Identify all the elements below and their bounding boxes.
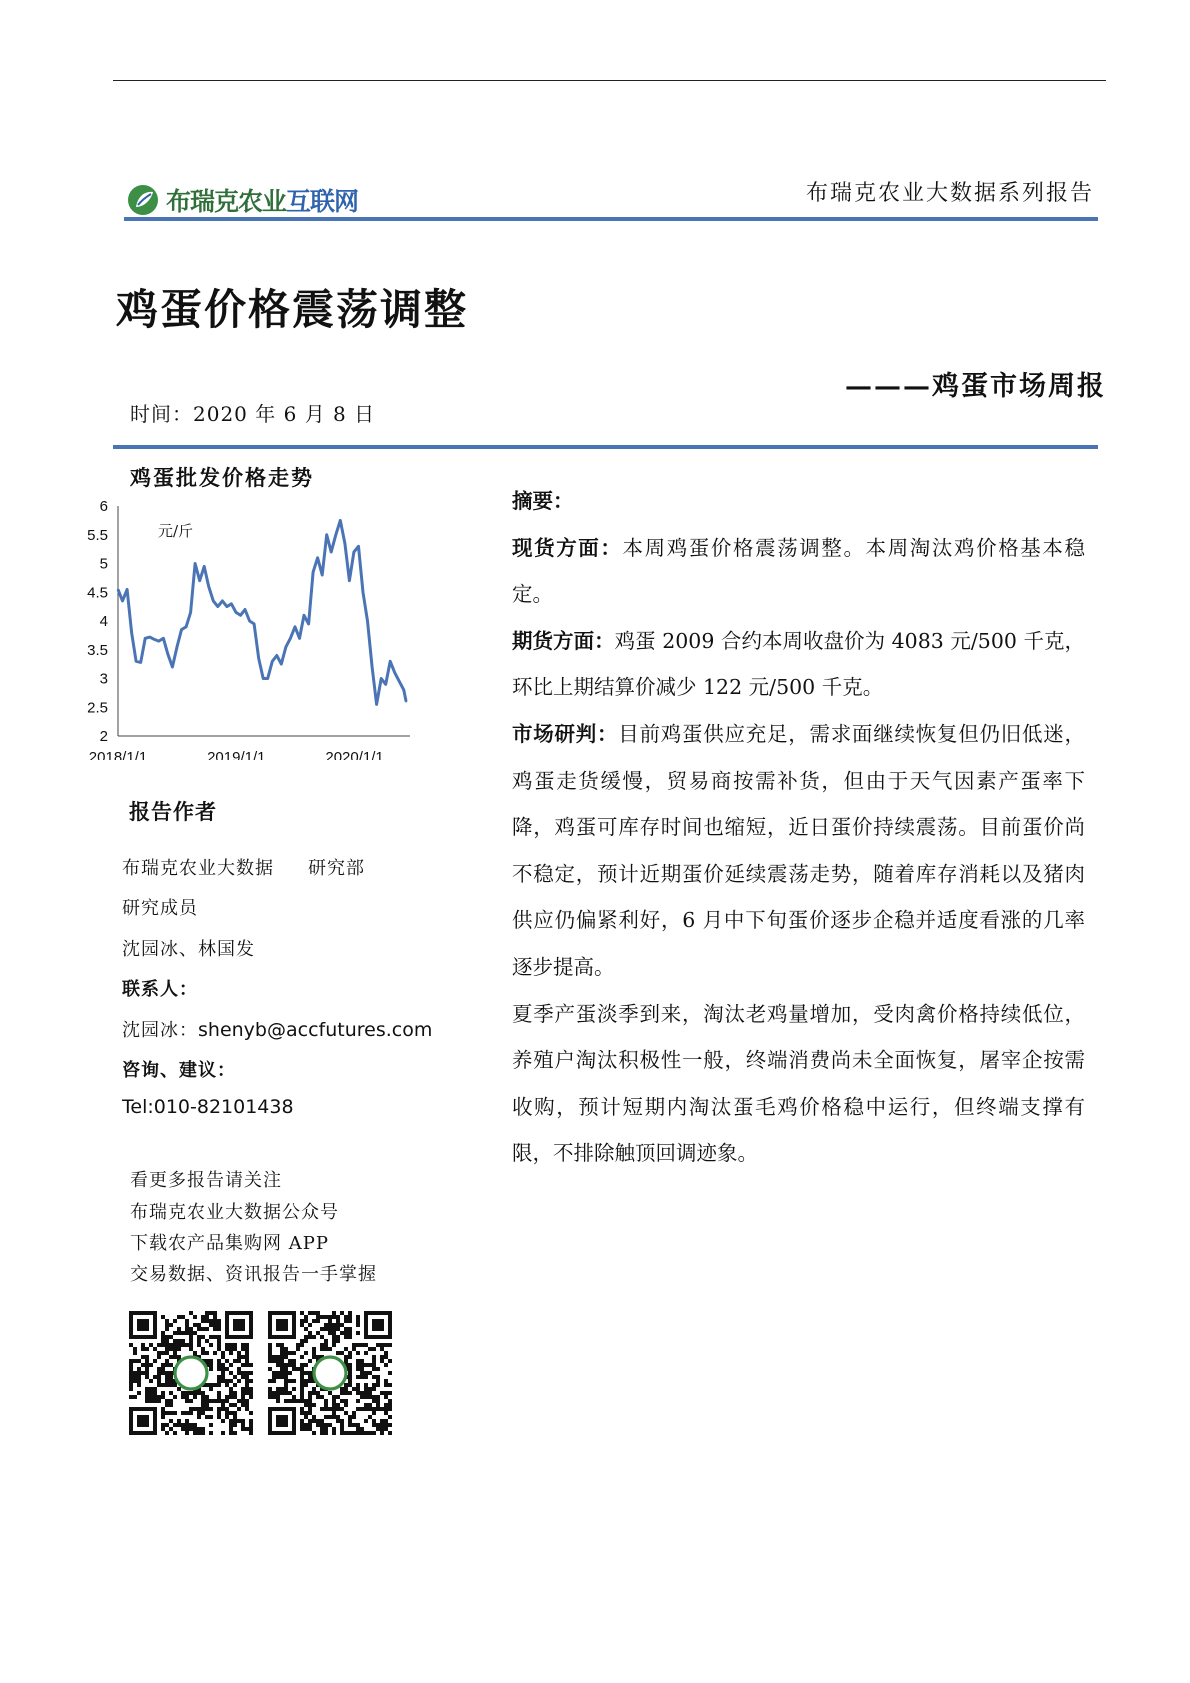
follow-line-1: 看更多报告请关注	[130, 1170, 282, 1191]
follow-line-3: 下载农产品集购网 APP	[130, 1233, 329, 1254]
section-blue-rule	[113, 445, 1098, 449]
y-tick-label: 5	[99, 555, 108, 573]
market-label: 市场研判：	[512, 721, 619, 746]
price-point	[253, 623, 255, 625]
price-point	[348, 580, 350, 582]
x-tick-label: 2020/1/1	[325, 749, 384, 760]
price-series-line	[118, 520, 406, 704]
price-point	[289, 637, 291, 639]
summary-section	[512, 478, 1085, 1177]
app-download-qr-code[interactable]	[268, 1311, 392, 1435]
price-point	[249, 620, 251, 622]
price-point	[140, 661, 142, 663]
author-dept: 研究部	[308, 858, 365, 879]
price-point	[321, 574, 323, 576]
y-tick-label: 4.5	[87, 584, 108, 602]
price-point	[162, 637, 164, 639]
report-series: 布瑞克农业大数据系列报告	[805, 181, 1094, 206]
contact-email[interactable]: shenyb@accfutures.com	[198, 1019, 433, 1041]
price-point	[271, 660, 273, 662]
price-point	[230, 603, 232, 605]
futures-label: 期货方面：	[512, 628, 615, 653]
price-point	[276, 655, 278, 657]
price-point	[303, 614, 305, 616]
contact-heading: 联系人：	[122, 979, 198, 1000]
y-tick-label: 3	[99, 670, 108, 688]
price-point	[308, 623, 310, 625]
price-chart	[70, 496, 420, 764]
members-names: 沈园冰、林国发	[122, 939, 255, 960]
price-point	[185, 626, 187, 628]
price-point	[235, 611, 237, 613]
price-point	[371, 666, 373, 668]
summer-text: 夏季产蛋淡季到来，淘汰老鸡量增加，受肉禽价格持续低位，养殖户淘汰积极性一般，终端消费尚未全面恢复，屠宰企按需收购，预计短期内淘汰蛋毛鸡价格稳中运行，但终端支撑有限，不排除触顶回调迹象。	[512, 1001, 1085, 1166]
wechat-qr-code[interactable]	[129, 1311, 253, 1435]
members-label: 研究成员	[122, 898, 198, 919]
price-point	[194, 563, 196, 565]
price-point	[335, 534, 337, 536]
price-point	[398, 680, 400, 682]
spot-paragraph	[512, 525, 1085, 618]
price-point	[285, 646, 287, 648]
price-point	[199, 580, 201, 582]
futures-text: 鸡蛋 2009 合约本周收盘价为 4083 元/500 千克，环比上期结算价减少 122 元/500 千克。	[512, 628, 1085, 700]
contact-name: 沈园冰：	[122, 1020, 198, 1041]
price-point	[258, 657, 260, 659]
y-tick-label: 6	[99, 498, 108, 515]
price-point	[326, 534, 328, 536]
price-point	[298, 637, 300, 639]
summer-paragraph	[512, 991, 1085, 1177]
follow-line-4: 交易数据、资讯报告一手掌握	[130, 1264, 377, 1285]
y-tick-label: 3.5	[87, 641, 108, 659]
company-logo	[126, 182, 358, 218]
y-tick-label: 2	[99, 728, 108, 745]
price-point	[312, 571, 314, 573]
price-point	[126, 588, 128, 590]
report-subtitle: ———鸡蛋市场周报	[845, 371, 1106, 402]
price-point	[144, 637, 146, 639]
price-point	[405, 701, 407, 703]
price-point	[353, 551, 355, 553]
price-point	[153, 638, 155, 640]
chart-title: 鸡蛋批发价格走势	[130, 465, 314, 490]
price-point	[226, 606, 228, 608]
price-point	[212, 600, 214, 602]
spot-text: 本周鸡蛋价格震荡调整。本周淘汰鸡价格基本稳定。	[512, 535, 1085, 607]
logo-leaf-icon	[126, 183, 160, 217]
price-point	[149, 636, 151, 638]
price-point	[217, 606, 219, 608]
price-point	[181, 629, 183, 631]
price-point	[267, 678, 269, 680]
consult-heading: 咨询、建议：	[122, 1060, 236, 1081]
price-point	[357, 545, 359, 547]
author-org-line	[122, 854, 365, 880]
price-point	[171, 666, 173, 668]
contact-line	[122, 1016, 432, 1042]
market-paragraph	[512, 711, 1085, 991]
price-point	[262, 678, 264, 680]
top-rule	[113, 80, 1106, 81]
price-point	[122, 600, 124, 602]
futures-paragraph	[512, 618, 1085, 711]
author-org: 布瑞克农业大数据	[122, 858, 274, 879]
price-point	[394, 672, 396, 674]
y-tick-label: 5.5	[87, 526, 108, 544]
price-point	[344, 542, 346, 544]
chart-unit-label: 元/斤	[158, 522, 194, 540]
price-chart-svg	[70, 496, 420, 760]
price-point	[244, 609, 246, 611]
price-point	[385, 683, 387, 685]
price-point	[158, 640, 160, 642]
price-point	[380, 678, 382, 680]
consult-tel: Tel:010-82101438	[122, 1096, 294, 1118]
price-point	[131, 632, 133, 634]
price-point	[117, 588, 119, 590]
price-point	[240, 614, 242, 616]
report-title: 鸡蛋价格震荡调整	[116, 285, 469, 334]
price-point	[389, 660, 391, 662]
author-heading: 报告作者	[129, 799, 217, 824]
y-tick-label: 2.5	[87, 699, 108, 717]
price-point	[403, 689, 405, 691]
follow-line-2: 布瑞克农业大数据公众号	[130, 1202, 339, 1223]
x-tick-label: 2018/1/1	[88, 749, 148, 760]
report-date: 时间：2020 年 6 月 8 日	[130, 402, 376, 426]
spot-label: 现货方面：	[512, 535, 623, 560]
header-blue-rule	[124, 217, 1098, 221]
price-point	[294, 626, 296, 628]
x-tick-label: 2019/1/1	[207, 749, 266, 760]
price-point	[317, 557, 319, 559]
price-point	[367, 620, 369, 622]
price-point	[362, 591, 364, 593]
price-point	[376, 703, 378, 705]
price-point	[280, 663, 282, 665]
price-point	[208, 586, 210, 588]
price-point	[221, 600, 223, 602]
price-point	[190, 611, 192, 613]
price-point	[167, 653, 169, 655]
price-point	[135, 660, 137, 662]
price-point	[203, 565, 205, 567]
market-text: 目前鸡蛋供应充足，需求面继续恢复但仍旧低迷，鸡蛋走货缓慢，贸易商按需补货，但由于天气因素产蛋率下降，鸡蛋可库存时间也缩短，近日蛋价持续震荡。目前蛋价尚不稳定，预计近期蛋价延续震荡走势，随着库存消耗以及猪肉供应仍偏紧利好，6 月中下旬蛋价逐步企稳并适度看涨的几率逐步提高。	[512, 721, 1085, 979]
price-point	[176, 646, 178, 648]
y-tick-label: 4	[99, 613, 108, 630]
price-point	[330, 551, 332, 553]
price-point	[339, 519, 341, 521]
logo-wordmark: 布瑞克农业互联网	[166, 187, 359, 216]
summary-heading: 摘要：	[512, 489, 574, 513]
